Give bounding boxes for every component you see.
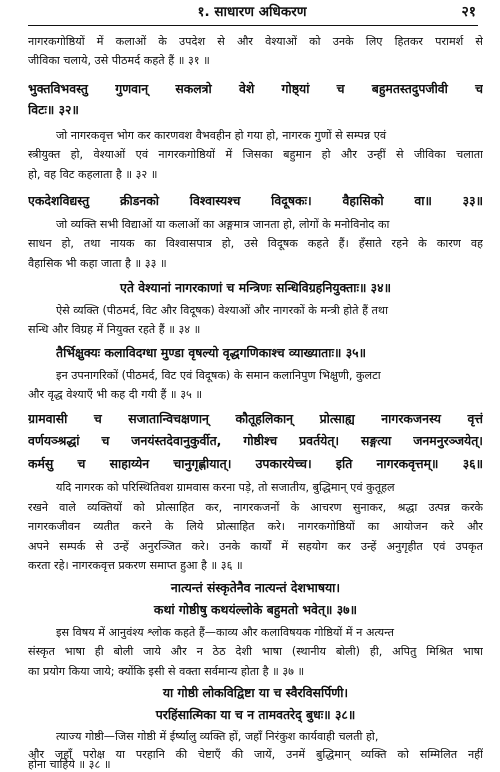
text-line: त्याज्य गोष्ठी—जिस गोष्ठी में ईर्ष्यालु व्यक्ति हों, जहाँ निरंकुश कार्यवाही चलती हो, [56,730,379,743]
text-line: नागरकजीवन व्यतीत करने के लिये प्रोत्साहित करे। नागरकगोष्ठियों का आयोजन करे और [28,520,483,533]
text-line: जीविका चलाये, उसे पीठमर्द कहते हैं ॥ ३१ ॥ [28,54,210,67]
verse-line: कर्मसु च साहाय्येन चानुगृह्णीयात्। उपकारयेच्च। इति नागरकवृत्तम्॥ ३६॥ [28,456,483,471]
text-line: वैहासिक भी कहा जाता है ॥ ३३ ॥ [28,257,167,270]
header-rule [28,25,478,26]
chapter-title: १. साधारण अधिकरण [197,4,307,20]
verse-line: नात्यन्तं संस्कृतेनैव नात्यन्तं देशभाषया। [170,580,341,595]
text-line: स्त्रीयुक्त हो, वेश्याओं एवं नागरकगोष्ठियों में जिसका बहुमान हो और उन्हीं से जीविका चलाता [28,148,483,161]
verse-line: वर्णयञ्श्रद्धां च जनयंस्तदेवानुकुर्वीत, गोष्ठीश्च प्रवर्तयेत्। सङ्गत्या जनमनुरञ्जयेत्। [28,433,483,448]
text-line: होना चाहिये ॥ ३८ ॥ [28,758,111,771]
text-line: संस्कृत भाषा ही बोली जाये और न ठेठ देशी भाषा (स्थानीय बोली) ही, अपितु मिश्रित भाषा [28,645,483,658]
verse-line: विटः॥ ३२॥ [28,102,79,117]
text-line: का प्रयोग किया जाये; क्योंकि इसी से वक्ता सर्वमान्य होता है ॥ ३७ ॥ [28,665,305,678]
verse-line: तैर्भिक्षुक्यः कलाविदग्धा मुण्डा वृषल्यो वृद्धगणिकाश्च व्याख्याताः॥ ३५॥ [56,345,366,360]
verse-line: कथां गोष्ठीषु कथयंल्लोके बहुमतो भवेत्॥ ३७॥ [153,602,358,617]
verse-line: एकदेशविद्यस्तु क्रीडनको विश्वास्यश्च विदूषकः। वैहासिको वा॥ ३३॥ [28,193,483,208]
text-line: सन्धि और विग्रह में नियुक्त रहते हैं ॥ ३४ ॥ [28,323,201,336]
page-number: २१ [461,4,476,20]
text-line: करता रहे। नागरकवृत्त प्रकरण समाप्त हुआ है ॥ ३६ ॥ [28,559,243,572]
text-line: साधन हो, तथा नायक का विश्वासपात्र हो, उसे विदूषक कहते हैं। हँसाते रहने के कारण वह [28,237,483,250]
verse-line: परहिंसात्मिका या च न तामवतरेद् बुधः॥ ३८॥ [155,707,356,722]
text-line: और वृद्ध वेश्याएँ भी कह दी गयी हैं ॥ ३५ ॥ [28,388,203,401]
text-line: ऐसे व्यक्ति (पीठमर्द, विट और विदूषक) वेश्याओं और नागरकों के मन्त्री होते हैं तथा [56,304,388,317]
text-line: जो व्यक्ति सभी विद्याओं या कलाओं का अङ्गमात्र जानता हो, लोगों के मनोविनोद का [56,218,390,231]
text-line: जो नागरकवृत्त भोग कर कारणवश वैभवहीन हो गया हो, नागरक गुणों से सम्पन्न एवं [56,129,387,142]
text-line: यदि नागरक को परिस्थितिवश ग्रामवास करना पड़े, तो सजातीय, बुद्धिमान् एवं कुतूहल [56,481,395,494]
text-line: रखने वाले व्यक्तियों को प्रोत्साहित कर, नागरकजनों के आचरण सुनाकर, श्रद्धा उत्पन्न करके [28,501,483,514]
text-line: नागरकगोष्ठियों में कलाओं के उपदेश से और वेश्याओं को उनके लिए हितकर परामर्श से [28,35,483,48]
text-line: इन उपनागरिकों (पीठमर्द, विट एवं विदूषक) के समान कलानिपुण भिक्षुणी, कुलटा [56,369,381,382]
verse-line: एते वेश्यानां नागरकाणां च मन्त्रिणः सन्धिविग्रहनियुक्ताः॥ ३४॥ [120,280,391,295]
text-line: हो, वह विट कहलाता है ॥ ३२ ॥ [28,168,158,181]
verse-line: ग्रामवासी च सजातान्विचक्षणान् कौतूहलिकान् प्रोत्साह्य नागरकजनस्य वृत्तं [28,411,483,426]
text-line: और जहाँ परोक्ष या परहानि की चेष्टाएँ की जायें, उनमें बुद्धिमान् व्यक्ति को सम्मिलित नहीं [28,748,483,761]
running-header [28,2,476,24]
text-line: इस विषय में आनुवंश्य श्लोक कहते हैं—काव्य और कलाविषयक गोष्ठियों में न अत्यन्त [56,626,394,639]
verse-line: भुक्तविभवस्तु गुणवान् सकलत्रो वेशे गोष्ठ्यां च बहुमतस्तदुपजीवी च [28,81,483,96]
verse-line: या गोष्ठी लोकविद्विष्टा या च स्वैरविसर्पिणी। [162,685,349,700]
text-line: अपने सम्पर्क से उन्हें अनुरञ्जित करे। उनके कार्यों में सहयोग कर उन्हें अनुगृहीत एवं उपकृत [28,540,483,553]
